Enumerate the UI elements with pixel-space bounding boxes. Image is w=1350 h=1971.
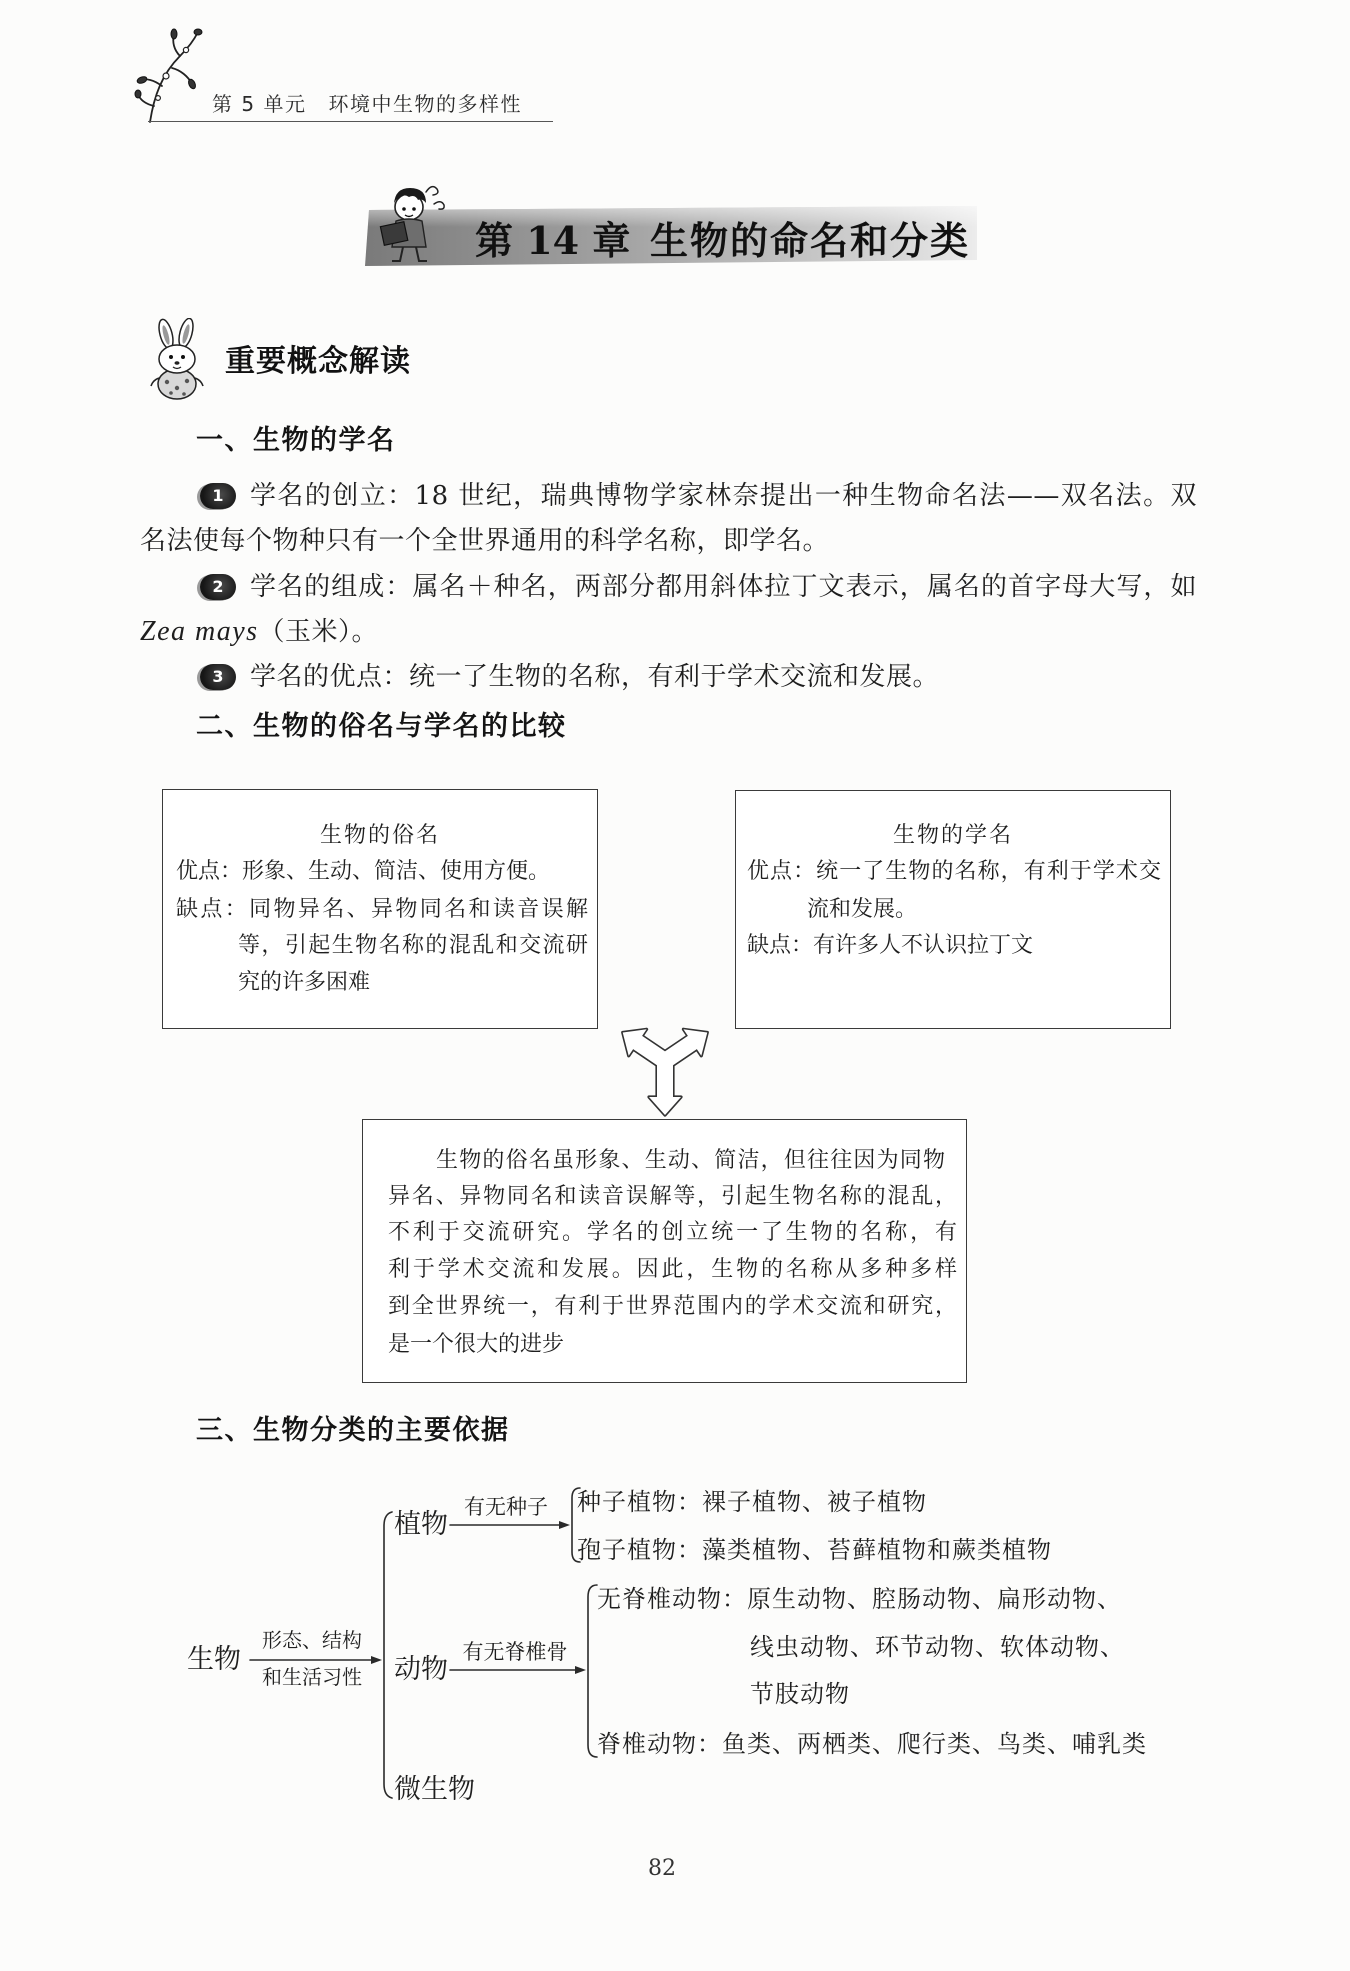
box-line: 优点：形象、生动、简洁、使用方便。 (176, 859, 551, 884)
paragraph-line: 学名的创立：18 世纪，瑞典博物学家林奈提出一种生物命名法——双名法。双 (250, 481, 1197, 511)
paragraph-line: 学名的组成：属名＋种名，两部分都用斜体拉丁文表示，属名的首字母大写，如 (250, 572, 1197, 602)
root-basis-line: 和生活习性 (262, 1665, 362, 1689)
item-number-badge: 3 (200, 664, 236, 690)
box-line: 生物的俗名虽形象、生动、简洁，但往往因为同物 (436, 1148, 945, 1173)
chapter-number: 第 14 章 (475, 218, 631, 263)
tree-node-plants: 植物 (394, 1509, 448, 1540)
tree-root: 生物 (187, 1644, 241, 1675)
item-number-badge: 1 (200, 483, 236, 509)
common-name-box-title: 生物的俗名 (319, 823, 440, 848)
unit-label: 第 5 单元 (212, 92, 307, 116)
item-number-badge: 2 (200, 574, 236, 600)
rabbit-icon (143, 318, 213, 402)
box-line: 到全世界统一，有利于世界范围内的学术交流和研究， (388, 1294, 957, 1319)
tree-leaf-invertebrates: 无脊椎动物：原生动物、腔肠动物、扁形动物、 (597, 1585, 1122, 1613)
tree-node-microbes: 微生物 (394, 1774, 475, 1805)
box-line: 究的许多困难 (238, 970, 371, 995)
tree-leaf-invertebrates-cont: 线虫动物、环节动物、软体动物、 (750, 1633, 1125, 1661)
scientific-name-box (735, 790, 1171, 1029)
box-line: 利于学术交流和发展。因此，生物的名称从多种多样 (388, 1257, 957, 1282)
box-line: 缺点：有许多人不认识拉丁文 (747, 933, 1034, 958)
tree-node-animals: 动物 (394, 1654, 448, 1685)
conclusion-box (362, 1119, 967, 1383)
box-line: 不利于交流研究。学名的创立统一了生物的名称，有 (388, 1220, 957, 1245)
box-line: 是一个很大的进步 (388, 1332, 565, 1357)
header-rule (148, 121, 553, 122)
latin-name-gloss: （玉米）。 (258, 617, 379, 647)
section2-heading: 二、生物的俗名与学名的比较 (196, 711, 567, 742)
tree-leaf-seed-plants: 种子植物：裸子植物、被子植物 (577, 1488, 927, 1516)
scientific-name-example (140, 615, 378, 649)
plant-sprig-icon (132, 26, 216, 130)
plants-basis: 有无种子 (464, 1495, 548, 1519)
three-way-arrow-icon (600, 1015, 730, 1120)
animals-basis: 有无脊椎骨 (462, 1640, 568, 1664)
chapter-title: 生物的命名和分类 (650, 218, 971, 263)
unit-title: 环境中生物的多样性 (328, 92, 522, 116)
paragraph-line: 学名的优点：统一了生物的名称，有利于学术交流和发展。 (250, 662, 940, 692)
scientific-name-box-title: 生物的学名 (892, 823, 1013, 848)
section1-heading: 一、生物的学名 (196, 425, 396, 456)
tree-leaf-invertebrates-cont: 节肢动物 (750, 1680, 850, 1708)
root-basis-line: 形态、结构 (262, 1628, 362, 1652)
student-with-book-icon (370, 180, 450, 268)
tree-leaf-spore-plants: 孢子植物：藻类植物、苔藓植物和蕨类植物 (577, 1536, 1052, 1564)
concept-block-title: 重要概念解读 (225, 344, 411, 379)
section3-heading: 三、生物分类的主要依据 (196, 1415, 510, 1446)
page-number: 82 (648, 1856, 676, 1881)
common-name-box (162, 789, 598, 1029)
running-header (212, 92, 522, 116)
box-line: 流和发展。 (807, 897, 918, 922)
box-line: 优点：统一了生物的名称，有利于学术交 (747, 859, 1161, 884)
box-line: 异名、异物同名和读音误解等，引起生物名称的混乱， (388, 1184, 957, 1209)
paragraph-line: 名法使每个物种只有一个全世界通用的科学名称，即学名。 (140, 526, 830, 556)
box-line: 缺点：同物异名、异物同名和读音误解 (176, 897, 588, 922)
latin-name: Zea mays (140, 616, 259, 647)
box-line: 等，引起生物名称的混乱和交流研 (238, 933, 588, 958)
tree-leaf-vertebrates: 脊椎动物：鱼类、两栖类、爬行类、鸟类、哺乳类 (597, 1730, 1147, 1758)
